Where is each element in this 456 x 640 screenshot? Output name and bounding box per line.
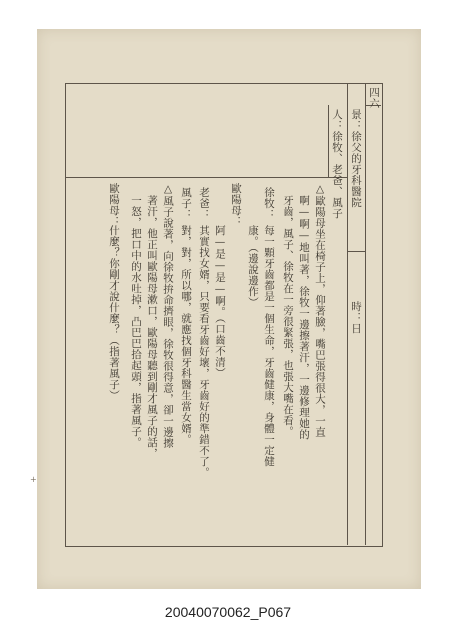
speaker-fengzi: 風子： <box>180 187 192 220</box>
scene-time-divider <box>347 251 365 252</box>
stage-direction-2c: 一怒，把口中的水吐掉，凸巴巴拾起頭，指著風子。 <box>130 195 142 448</box>
time-heading: 時：日 <box>350 301 362 334</box>
characters-divider <box>328 105 329 178</box>
scene-heading: 景：徐父的牙科醫院 <box>350 109 362 208</box>
speaker-xumu: 徐牧： <box>263 187 275 220</box>
ouyang-mother-dialogue-1: 阿—是—是—啊。（口齒不清） <box>214 225 226 379</box>
stage-direction-1b: 啊—啊—地叫著，徐牧一邊擦著汗，一邊修理她的 <box>298 195 310 440</box>
ouyang-mother-dialogue-2: 什麼？你剛才說什麼？（指著風子） <box>108 225 120 401</box>
margin-speck: + <box>30 475 37 484</box>
image-caption: 20040070062_P067 <box>164 604 292 620</box>
header-column-line-2 <box>347 83 348 545</box>
speaker-ouyang-mother: 歐陽母： <box>230 183 242 227</box>
xumu-dialogue-b: 康。（邊說邊作） <box>247 225 259 308</box>
speaker-laoba: 老爸： <box>198 187 210 220</box>
header-column-line <box>365 83 366 545</box>
laoba-dialogue: 其實找女婿，只要看牙齒好壞，牙齒好的準錯不了。 <box>198 225 210 478</box>
stage-direction-1a: △歐陽母坐在椅子上，仰著臉，嘴巴張得很大，一直 <box>314 183 326 438</box>
xumu-dialogue-a: 每一顆牙齒都是一個生命，牙齒健康，身體一定健 <box>263 225 275 467</box>
page-number: 四六 <box>368 87 380 109</box>
characters-line: 人：徐牧、老爸、風子 <box>331 109 343 219</box>
speaker-ouyang-mother-2: 歐陽母： <box>108 183 120 227</box>
fengzi-dialogue: 對，對，所以哪，就應找個牙科醫生當女婿。 <box>180 225 192 445</box>
stage-direction-1c: 牙齒，風子、徐牧在一旁很緊張，也張大嘴在看。 <box>282 195 294 437</box>
script-page <box>37 29 421 589</box>
body-top-line <box>65 177 347 178</box>
stage-direction-2b: 著汗，他正叫歐陽母漱口，歐陽母聽到剛才風子的話， <box>146 195 158 459</box>
stage-direction-2a: △風子說著，向徐牧拚命擠眼，徐牧很得意，卻一邊擦 <box>162 183 174 449</box>
